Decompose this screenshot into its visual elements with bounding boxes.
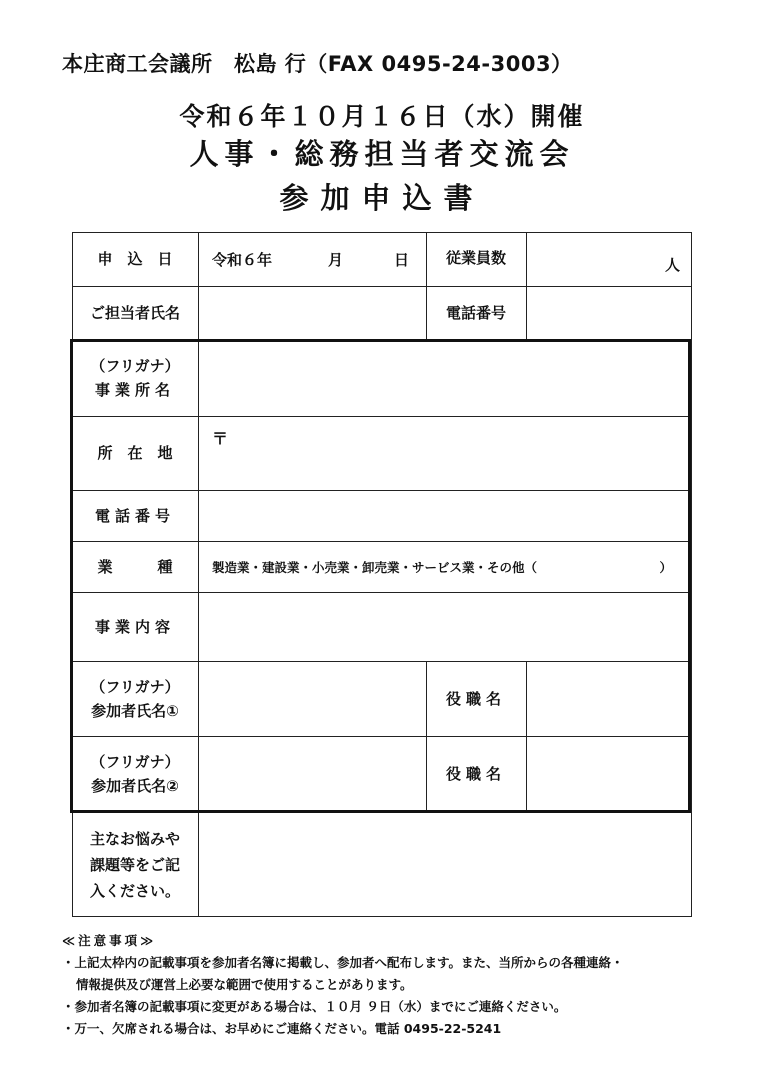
day-unit: 日	[394, 250, 410, 269]
grid-line	[72, 416, 692, 417]
employees-unit: 人	[664, 256, 680, 274]
application-form	[72, 232, 692, 917]
era-text: 令和６年	[212, 250, 273, 269]
participant1-furigana-label: （フリガナ）	[90, 677, 180, 696]
contact-phone-label-text: 電話番号	[445, 303, 506, 322]
event-name-title: 人事・総務担当者交流会	[189, 137, 575, 171]
participant1-position-label-text: 役職名	[445, 689, 506, 708]
participant1-position-label	[426, 661, 526, 736]
participant2-label-text: 参加者氏名②	[91, 777, 179, 795]
contact-phone-label	[426, 286, 526, 339]
concerns-field[interactable]	[198, 812, 692, 917]
employees-label-text: 従業員数	[445, 249, 506, 267]
grid-line	[72, 232, 73, 917]
postal-mark: 〒	[212, 429, 229, 448]
grid-line	[72, 916, 692, 917]
employees-field[interactable]	[526, 232, 692, 286]
grid-line	[72, 286, 692, 287]
industry-label-text: 業 種	[97, 557, 173, 576]
business-name-field[interactable]	[198, 339, 692, 416]
grid-line	[72, 592, 692, 593]
addressee: 本庄商工会議所 松島 行（FAX 0495-24-3003）	[62, 52, 573, 76]
participant2-name-field[interactable]	[198, 736, 426, 812]
contact-phone-field[interactable]	[526, 286, 692, 339]
grid-line	[526, 661, 527, 812]
business-name-label	[72, 339, 198, 416]
business-name-label-text: 事業所名	[94, 380, 175, 399]
address-label	[72, 416, 198, 490]
concerns-label-line2: 課題等をご記	[89, 855, 180, 874]
grid-line	[72, 661, 692, 662]
address-label-text: 所 在 地	[97, 444, 173, 462]
participant1-label	[72, 661, 198, 736]
phone-label	[72, 490, 198, 541]
participant1-label-text: 参加者氏名①	[91, 701, 179, 720]
industry-other-close: ）	[659, 559, 672, 575]
grid-line	[426, 661, 427, 812]
address-field[interactable]	[198, 416, 692, 490]
employees-label	[426, 232, 526, 286]
grid-line	[426, 232, 427, 339]
form-title: 参加申込書	[279, 181, 485, 215]
participant2-position-field[interactable]	[526, 736, 692, 812]
note-item-2: ・参加者名簿の記載事項に変更がある場合は、１０月 ９日（水）までにご連絡ください。	[62, 999, 567, 1014]
grid-line	[72, 541, 692, 542]
participant2-label	[72, 736, 198, 812]
concerns-label	[72, 812, 198, 917]
event-date-title: 令和６年１０月１６日（水）開催	[179, 102, 585, 131]
grid-line	[72, 736, 692, 737]
business-content-label-text: 事業内容	[94, 617, 175, 636]
participant1-position-field[interactable]	[526, 661, 692, 736]
application-date-field[interactable]	[198, 232, 426, 286]
application-date-label-text: 申 込 日	[97, 250, 173, 268]
note-item-3: ・万一、欠席される場合は、お早めにご連絡ください。電話 0495-22-5241	[62, 1021, 502, 1036]
industry-options[interactable]	[198, 541, 692, 592]
note-item-1: ・上記太枠内の記載事項を参加者名簿に掲載し、参加者へ配布します。また、当所からの各種連絡・	[62, 955, 624, 970]
business-content-field[interactable]	[198, 592, 692, 661]
grid-line	[526, 232, 527, 339]
grid-line	[198, 232, 199, 917]
month-unit: 月	[328, 250, 344, 269]
application-date-label	[72, 232, 198, 286]
contact-name-field[interactable]	[198, 286, 426, 339]
contact-name-label-text: ご担当者氏名	[89, 303, 180, 322]
participant2-position-label-text: 役職名	[445, 765, 506, 783]
concerns-label-line3: 入ください。	[89, 881, 180, 900]
concerns-label-line1: 主なお悩みや	[89, 829, 180, 848]
grid-line	[72, 339, 692, 340]
note-item-1-continued: 情報提供及び運営上必要な範囲で使用することがあります。	[76, 977, 413, 992]
notes-heading: ≪注意事項≫	[62, 933, 157, 948]
business-content-label	[72, 592, 198, 661]
participant2-furigana-label: （フリガナ）	[90, 753, 180, 771]
industry-options-text: 製造業・建設業・小売業・卸売業・サービス業・その他（	[212, 559, 538, 575]
grid-line	[72, 232, 692, 233]
industry-label	[72, 541, 198, 592]
phone-label-text: 電話番号	[94, 506, 175, 525]
grid-line	[72, 490, 692, 491]
phone-field[interactable]	[198, 490, 692, 541]
participant1-name-field[interactable]	[198, 661, 426, 736]
business-name-furigana-label: （フリガナ）	[90, 356, 180, 375]
grid-line	[691, 232, 692, 917]
notes-section	[62, 930, 742, 1040]
contact-name-label	[72, 286, 198, 339]
grid-line	[72, 812, 692, 813]
participant2-position-label	[426, 736, 526, 812]
